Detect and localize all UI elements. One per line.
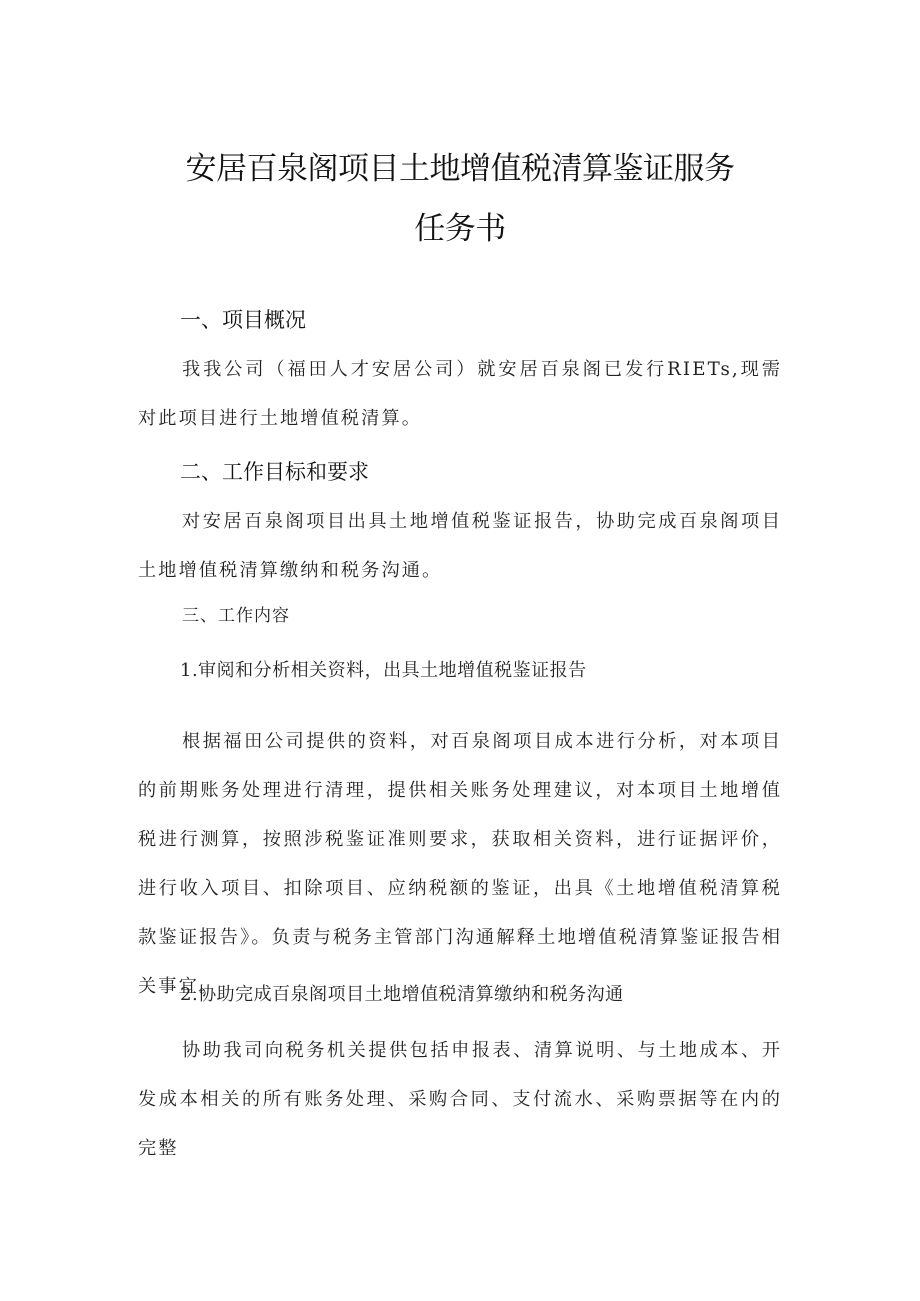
section-2-paragraph: 对安居百泉阁项目出具土地增值税鉴证报告，协助完成百泉阁项目土地增值税清算缴纳和税务沟通。	[138, 511, 782, 581]
item-2-paragraph: 协助我司向税务机关提供包括申报表、清算说明、与土地成本、开发成本相关的所有账务处理、采购合同、支付流水、采购票据等在内的完整	[138, 1040, 782, 1159]
document-title-line2: 任务书	[414, 211, 506, 247]
item-1-paragraph: 根据福田公司提供的资料，对百泉阁项目成本进行分析，对本项目的前期账务处理进行清理，提供相关账务处理建议，对本项目土地增值税进行测算，按照涉税鉴证准则要求，获取相关资料，进行证据评价，进行收入项目、扣除项目、应纳税额的鉴证，出具《土地增值税清算税款鉴证报告》。负责与税务主管部门沟通解释土地增值税清算鉴证报告相关事宜。	[138, 731, 782, 997]
item-1-heading: 1.审阅和分析相关资料，出具土地增值税鉴证报告	[180, 660, 587, 681]
section-2-heading: 二、工作目标和要求	[180, 460, 369, 484]
section-3-heading: 三、工作内容	[182, 606, 290, 626]
section-1-paragraph: 我我公司（福田人才安居公司）就安居百泉阁已发行RIETs,现需对此项目进行土地增值税清算。	[138, 359, 782, 429]
document-title-line1: 安居百泉阁项目土地增值税清算鉴证服务	[185, 151, 735, 187]
item-2-heading: 2.协助完成百泉阁项目土地增值税清算缴纳和税务沟通	[180, 984, 624, 1005]
section-1-heading: 一、项目概况	[180, 308, 306, 332]
